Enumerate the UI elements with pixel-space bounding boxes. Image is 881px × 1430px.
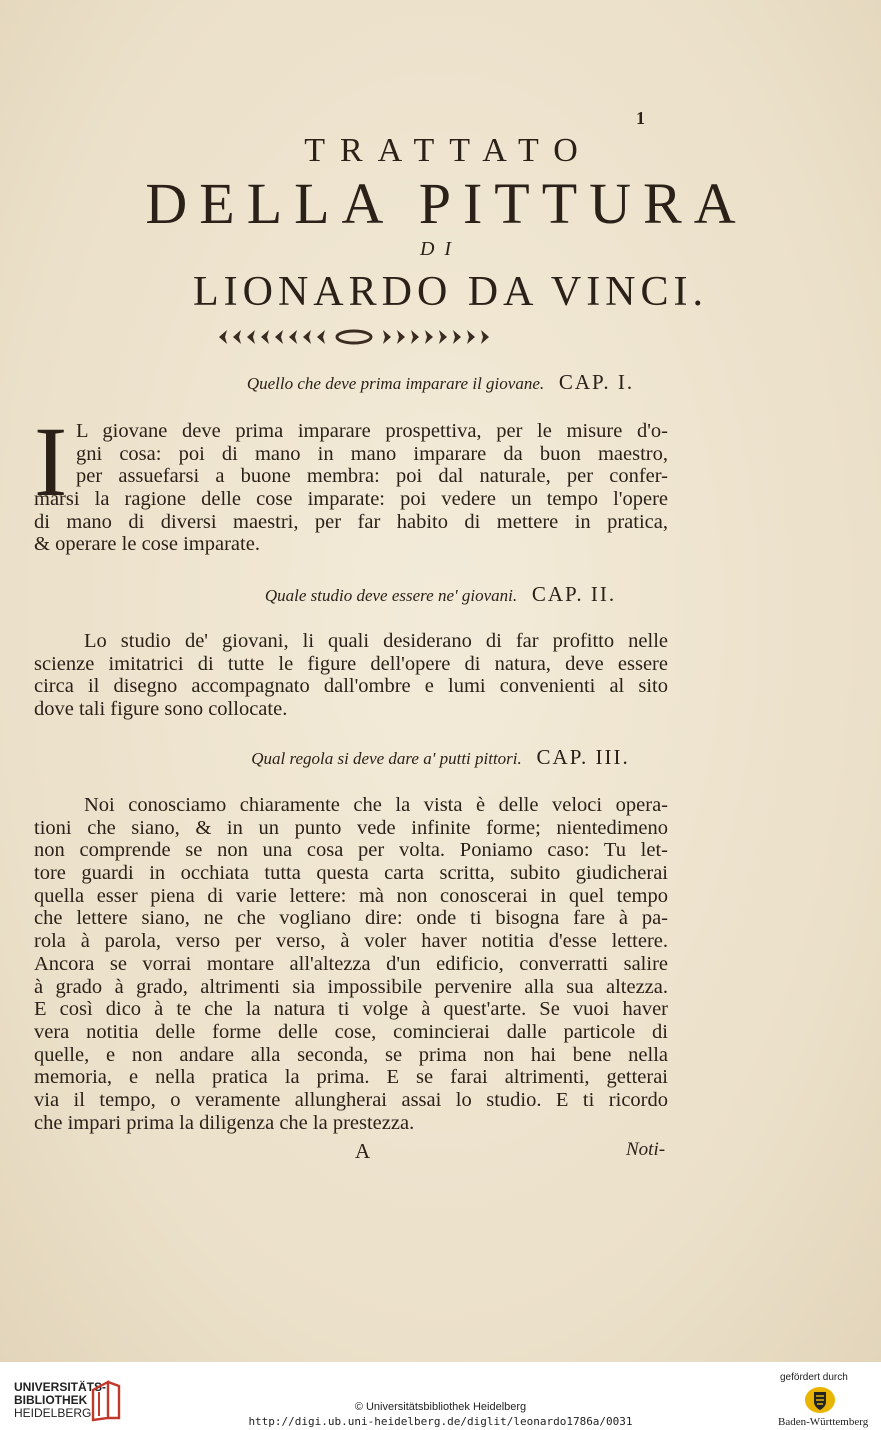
chapter-2-cap: CAP. II. [531,582,617,606]
state-name: Baden-Württemberg [778,1416,869,1428]
chapter-2-heading [0,582,881,607]
signature-mark: A [355,1139,371,1163]
title-author: LIONARDO DA VINCI. [192,269,709,315]
text-line: L giovane deve prima imparare prospettiva, per le misure d'o- [76,420,668,442]
chapter-1-cap: CAP. I. [558,370,635,394]
copyright-notice: © Universitätsbibliothek Heidelberg [354,1401,527,1413]
funding-label: gefördert durch [780,1372,848,1383]
page-number: 1 [636,108,645,128]
text-line: & operare le cose imparate. [34,533,260,556]
text-line: tioni che siano, & in un punto vede infinite forme; nientedimeno [34,816,668,839]
text-line: dove tali figure sono collocate. [34,698,288,721]
chapter-3-title: Qual regola si deve dare a' putti pittori. [251,749,522,768]
chapter-1-text [34,406,668,556]
baden-wuerttemberg-crest-icon [803,1385,837,1415]
chapter-2-title: Quale studio deve essere ne' giovani. [264,586,518,605]
text-line: gni cosa: poi di mano in mano imparare da buon maestro, [76,442,668,465]
text-line: via il tempo, o veramente allungherai assai lo studio. E ti ricordo [34,1088,668,1111]
text-line: non comprende se non una cosa per volta. Poniamo caso: Tu let- [34,839,668,862]
text-line: di mano di diversi maestri, per far habito di mettere in pratica, [34,510,668,533]
text-line: Lo studio de' giovani, li quali desiderano di far profitto nelle [84,630,668,652]
text-line: che lettere siano, ne che vogliano dire: onde ti bisogna fare à pa- [34,907,668,930]
text-line: E così dico à te che la natura ti volge à quest'arte. Se vuoi haver [34,998,668,1021]
library-name-line1: UNIVERSITÄTS- [14,1380,107,1394]
text-line: circa il disegno accompagnato dall'ombre e lumi convenienti al sito [34,675,668,698]
text-line: marsi la ragione delle cose imparate: poi vedere un tempo l'opere [34,488,668,511]
catchword: Noti- [626,1139,666,1160]
drop-cap: I [34,406,68,517]
chapter-3-heading [0,745,881,770]
chapter-1-heading [0,370,881,395]
text-line: quelle, e non andare alla seconda, se prima non hai bene nella [34,1043,668,1066]
text-line: à grado à grado, altrimenti sia impossibile pervenire alla sua altezza. [34,975,668,998]
text-line: rola à parola, verso per verso, à voler haver notitia d'esse lettere. [34,930,668,953]
text-line: tore guardi in occhiata tutta questa carta scritta, subito giudicherai [34,862,668,885]
text-line: vera notitia delle forme delle cose, comincierai dalle particole di [34,1020,668,1043]
chapter-2-text [34,630,668,721]
printers-ornament-icon [215,326,493,348]
title-trattato: TRATTATO [304,132,593,169]
chapter-3-text [34,794,668,1134]
text-line: Noi conosciamo chiaramente che la vista è delle veloci opera- [84,794,668,816]
text-line: per assuefarsi a buone membra: poi dal naturale, per confer- [76,465,668,488]
chapter-1-title: Quello che deve prima imparare il giovane. [246,374,545,393]
library-name-line3: HEIDELBERG [14,1406,92,1420]
title-della-pittura: DELLA PITTURA [145,171,748,236]
source-url-link[interactable]: http://digi.ub.uni-heidelberg.de/diglit/leonardo1786a/0031 [248,1415,633,1428]
text-line: che impari prima la diligenza che la prestezza. [34,1111,415,1134]
library-name-line2: BIBLIOTHEK [14,1393,88,1407]
text-line: Ancora se vorrai montare all'altezza d'un edificio, converratti salire [34,952,668,975]
text-line: memoria, e nella pratica la prima. E se farai altrimenti, getterai [34,1066,668,1089]
text-line: scienze imitatrici di tutte le figure dell'opere di natura, deve essere [34,652,668,675]
title-di: DI [419,238,462,260]
text-line: quella esser piena di varie lettere: mà non conoscerai in quel tempo [34,884,668,907]
chapter-3-cap: CAP. III. [536,745,630,769]
